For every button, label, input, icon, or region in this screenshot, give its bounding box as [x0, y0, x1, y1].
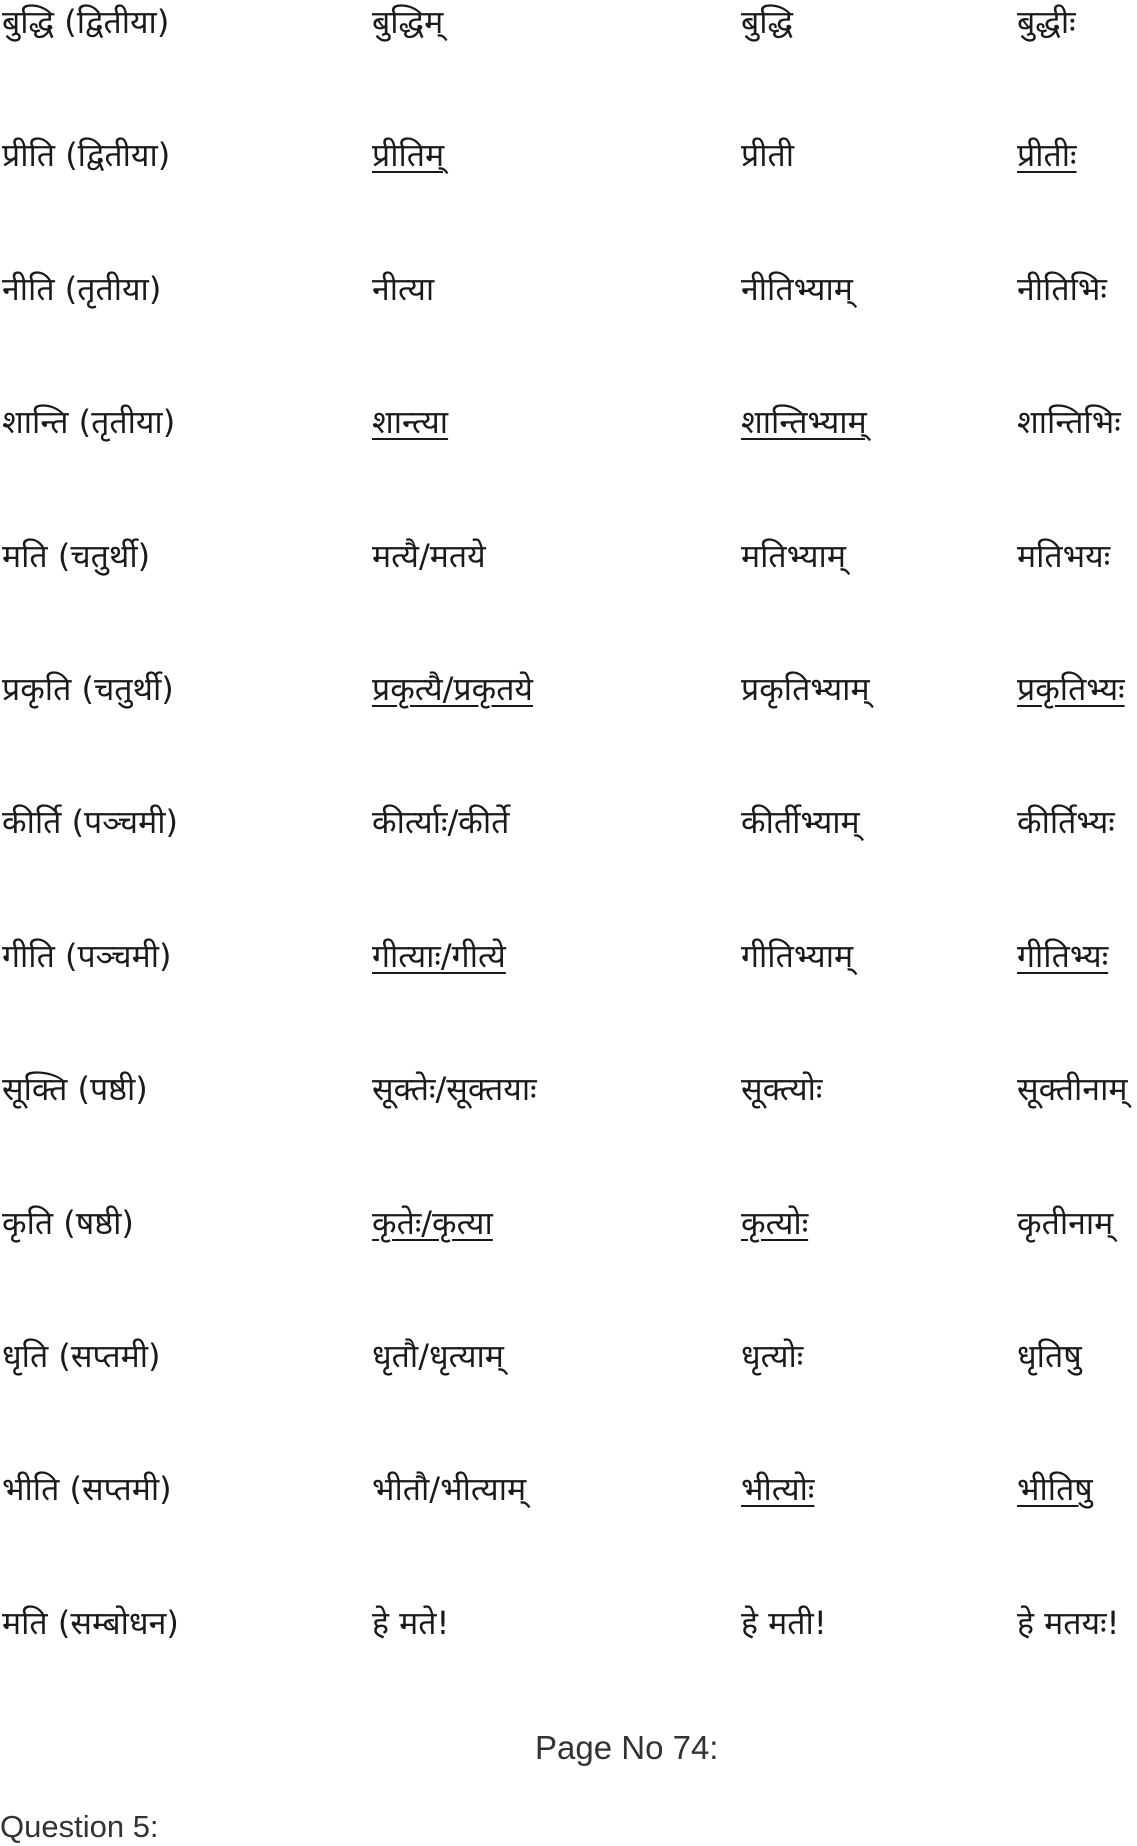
declension-form: कृत्योः	[741, 1203, 809, 1242]
declension-form: सूक्तीनाम्	[1017, 1070, 1128, 1109]
declension-form: शान्त्या	[372, 403, 449, 442]
declension-form: प्रकृत्यै/प्रकृतये	[372, 669, 533, 708]
table-row	[0, 1334, 1137, 1467]
declension-form: धृतिषु	[1017, 1336, 1082, 1375]
declension-form: नीतिभिः	[1017, 269, 1107, 308]
table-row	[0, 534, 1137, 667]
declension-form: हे मतयः!	[1017, 1603, 1120, 1642]
table-row	[0, 1601, 1137, 1734]
question-heading: Question 5:	[0, 1809, 159, 1844]
declension-form: हे मती!	[741, 1603, 827, 1642]
declension-form: धृतौ/धृत्याम्	[372, 1336, 504, 1375]
declension-form: सूक्त्योः	[741, 1070, 823, 1109]
declension-form: गीतिभ्याम्	[741, 936, 854, 975]
declension-form: प्रकृतिभ्यः	[1017, 669, 1125, 708]
declension-form: नीतिभ्याम्	[741, 269, 853, 308]
declension-form: कृतीनाम्	[1017, 1203, 1114, 1242]
declension-form: हे मते!	[372, 1603, 450, 1642]
row-label: प्रकृति (चतुर्थी)	[2, 669, 174, 708]
table-row	[0, 934, 1137, 1067]
table-row	[0, 667, 1137, 800]
declension-form: कीर्तिभ्यः	[1017, 803, 1115, 842]
declension-form: भीतिषु	[1017, 1470, 1093, 1509]
declension-form: भीत्योः	[741, 1470, 815, 1509]
declension-form: कीर्तीभ्याम्	[741, 803, 860, 842]
declension-form: मत्यै/मतये	[372, 536, 486, 575]
table-row	[0, 400, 1137, 533]
page-number: Page No 74:	[535, 1729, 719, 1766]
row-label: नीति (तृतीया)	[2, 269, 162, 308]
row-label: धृति (सप्तमी)	[2, 1336, 161, 1375]
declension-form: मतिभयः	[1017, 536, 1111, 575]
declension-form: बुद्धिम्	[372, 3, 444, 41]
declension-form: शान्तिभिः	[1017, 403, 1121, 442]
declension-form: मतिभ्याम्	[741, 536, 846, 575]
row-label: कीर्ति (पञ्चमी)	[2, 803, 179, 842]
table-row	[0, 133, 1137, 266]
row-label: भीति (सप्तमी)	[2, 1470, 172, 1509]
table-row	[0, 800, 1137, 933]
table-row	[0, 0, 1137, 133]
declension-form: प्रीती	[741, 136, 795, 175]
row-label: प्रीति (द्वितीया)	[2, 136, 171, 175]
row-label: बुद्धि (द्वितीया)	[2, 3, 170, 41]
row-label: कृति (षष्ठी)	[2, 1203, 134, 1242]
row-label: गीति (पञ्चमी)	[2, 936, 172, 975]
table-row	[0, 1067, 1137, 1200]
row-label: मति (चतुर्थी)	[2, 536, 151, 575]
table-row	[0, 1467, 1137, 1600]
declension-form: प्रीतीः	[1017, 136, 1077, 175]
declension-form: शान्तिभ्याम्	[741, 403, 867, 442]
declension-form: कृतेः/कृत्या	[372, 1203, 493, 1242]
declension-form: प्रकृतिभ्याम्	[741, 669, 870, 708]
declension-form: धृत्योः	[741, 1336, 804, 1375]
row-label: मति (सम्बोधन)	[2, 1603, 179, 1642]
declension-form: प्रीतिम्	[372, 136, 445, 175]
table-row	[0, 267, 1137, 400]
declension-form: कीर्त्याः/कीर्ते	[372, 803, 510, 842]
declension-form: बुद्धीः	[1017, 3, 1076, 41]
declension-form: भीतौ/भीत्याम्	[372, 1470, 527, 1509]
row-label: सूक्ति (पष्ठी)	[2, 1070, 148, 1109]
declension-form: गीत्याः/गीत्ये	[372, 936, 506, 975]
declension-form: गीतिभ्यः	[1017, 936, 1109, 975]
row-label: शान्ति (तृतीया)	[2, 403, 176, 442]
declension-form: बुद्धि	[741, 3, 794, 41]
declension-form: नीत्या	[372, 269, 435, 308]
declension-form: सूक्तेः/सूक्तयाः	[372, 1070, 537, 1109]
table-row	[0, 1201, 1137, 1334]
